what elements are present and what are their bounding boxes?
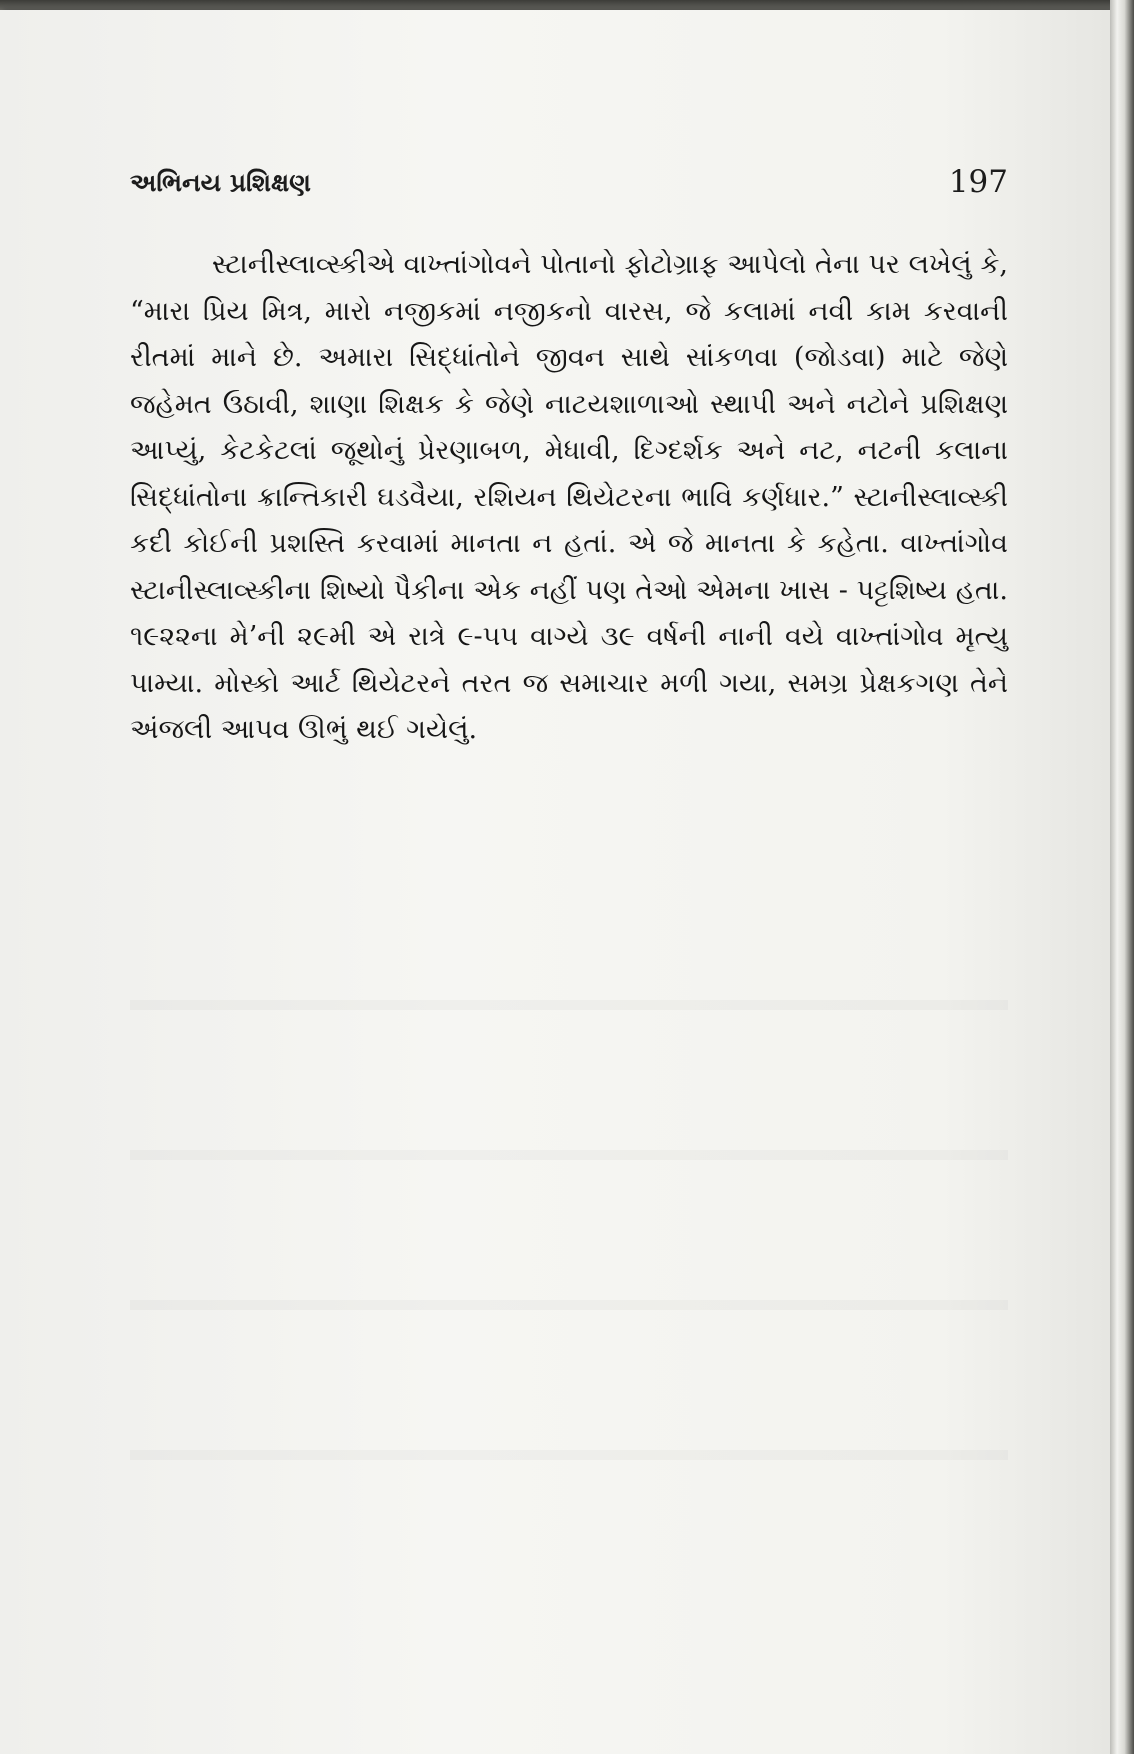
running-header: [130, 160, 1008, 204]
book-spine-edge: [1110, 0, 1134, 1754]
show-through-line: [130, 1300, 1008, 1310]
running-header-title: અભિનય પ્રશિક્ષણ: [130, 168, 311, 197]
show-through-line: [130, 1000, 1008, 1010]
body-text: [130, 242, 1008, 754]
page-number: 197: [948, 164, 1008, 200]
show-through-line: [130, 1450, 1008, 1460]
paragraph: સ્ટાનીસ્લાવ્સ્કીએ વાખ્તાંગોવને પોતાનો ફોટોગ્રાફ આપેલો તેના પર લખેલું કે, “મારા પ્રિય મિત્ર, મારો નજીકમાં નજીકનો વારસ, જે કલામાં નવી કામ કરવાની રીતમાં માને છે. અમારા સિદ્ધાંતોને જીવન સાથે સાંકળવા (જોડવા) માટે જેણે જહેમત ઉઠાવી, શાણા શિક્ષક કે જેણે નાટયશાળાઓ સ્થાપી અને નટોને પ્રશિક્ષણ આપ્યું, કેટકેટલાં જૂથોનું પ્રેરણાબળ, મેધાવી, દિગ્દર્શક અને નટ, નટની કલાના સિદ્ધાંતોના ક્રાન્તિકારી ઘડવૈયા, રશિયન થિયેટરના ભાવિ કર્ણધાર.” સ્ટાનીસ્લાવ્સ્કી કદી કોઈની પ્રશસ્તિ કરવામાં માનતા ન હતાં. એ જે માનતા કે કહેતા. વાખ્તાંગોવ સ્ટાનીસ્લાવ્સ્કીના શિષ્યો પૈકીના એક નહીં પણ તેઓ એમના ખાસ - પટ્ટશિષ્ય હતા. ૧૯૨૨ના મે’ની ૨૯મી એ રાત્રે ૯-૫૫ વાગ્યે ૩૯ વર્ષની નાની વયે વાખ્તાંગોવ મૃત્યુ પામ્યા. મોસ્કો આર્ટ થિયેટરને તરત જ સમાચાર મળી ગયા, સમગ્ર પ્રેક્ષકગણ તેને અંજલી આપવ ઊભું થઈ ગયેલું.: [130, 249, 1008, 745]
show-through-line: [130, 1150, 1008, 1160]
